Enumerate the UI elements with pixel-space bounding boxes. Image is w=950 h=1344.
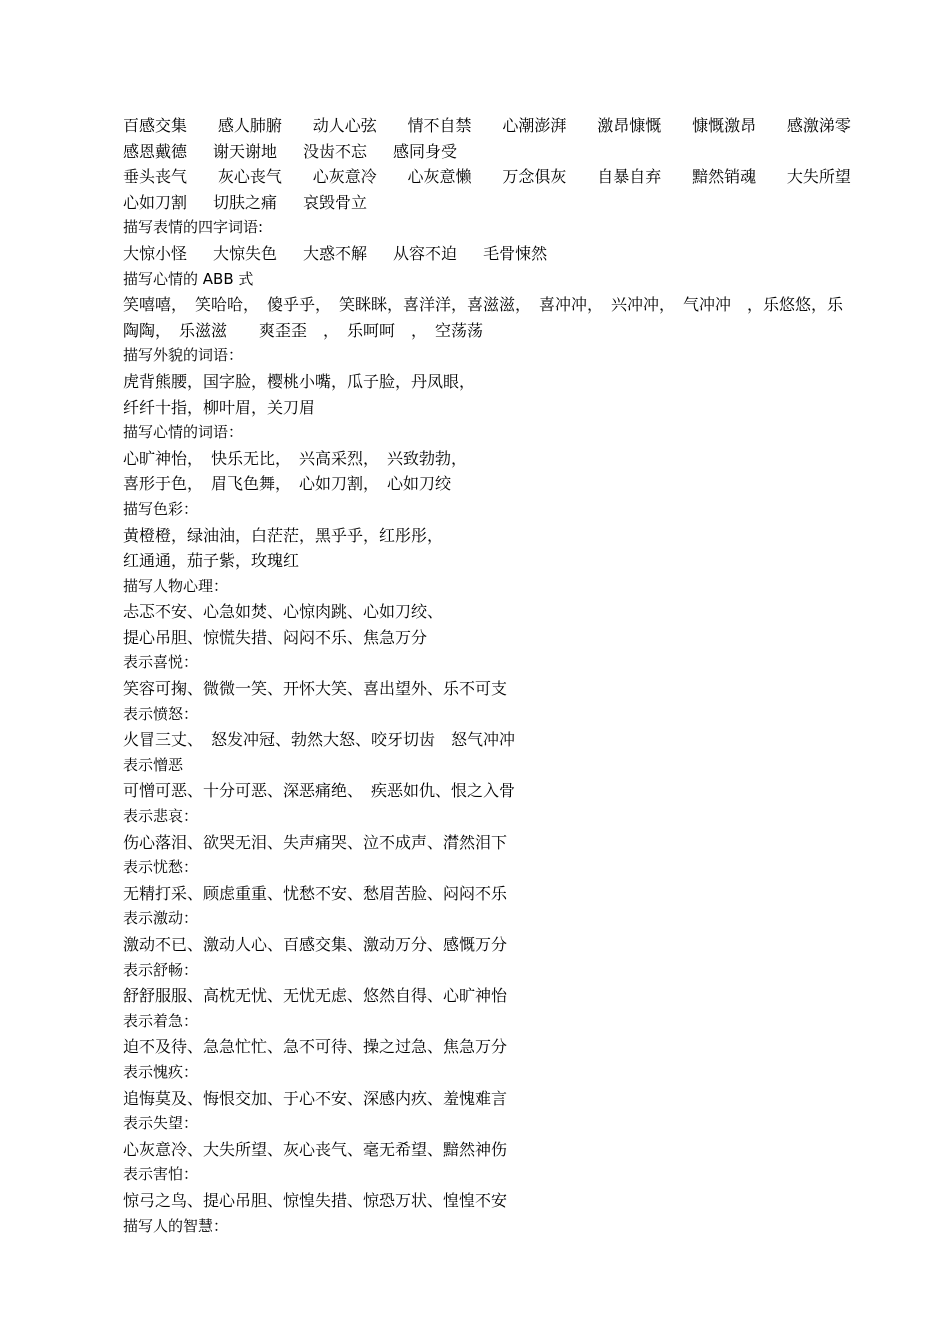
word-row-3 [123,164,851,190]
text-line: 追悔莫及、悔恨交加、于心不安、深感内疚、羞愧难言 [123,1088,508,1108]
text-line: 心旷神怡， 快乐无比， 兴高采烈， 兴致勃勃， [123,448,468,468]
word: 激昂慷慨 [597,116,662,135]
word: 心如刀割 [123,192,188,212]
word: 大惊小怪 [123,243,188,263]
word: 感激涕零 [786,116,851,135]
section-heading: 表示喜悦： [123,653,199,672]
section-heading: 表示忧愁： [123,858,199,877]
word: 情不自禁 [407,116,472,135]
word: 从容不迫 [393,243,458,263]
text-line: 可憎可恶、十分可恶、深恶痛绝、 疾恶如仇、恨之入骨 [123,781,516,801]
word: 感恩戴德 [123,141,188,161]
section-heading: 表示舒畅： [123,960,199,979]
word: 切肤之痛 [213,192,278,212]
text-line: 笑容可掬、微微一笑、开怀大笑、喜出望外、乐不可支 [123,679,508,699]
word: 大惑不解 [303,243,368,263]
word: 没齿不忘 [303,141,368,161]
section-heading: 描写人的智慧： [123,1216,229,1235]
word: 毛骨悚然 [483,243,548,263]
word: 心灰意冷 [312,167,377,187]
word: 大失所望 [786,167,851,187]
text-line: 笑嘻嘻， 笑哈哈， 傻乎乎， 笑眯眯，喜洋洋，喜滋滋， 喜冲冲， 兴冲冲， 气冲冲 ，乐悠悠，乐 [123,295,844,315]
section-heading: 表示害怕： [123,1165,199,1184]
text-line: 忐忑不安、心急如焚、心惊肉跳、心如刀绞、 [123,602,444,622]
text-line: 提心吊胆、惊慌失措、闷闷不乐、焦急万分 [123,627,428,647]
section-heading: 表示着急： [123,1011,199,1030]
text-line: 心灰意冷、大失所望、灰心丧气、毫无希望、黯然神伤 [123,1139,508,1159]
section-heading: 表示悲哀： [123,807,199,826]
text-line: 陶陶， 乐滋滋 爽歪歪 ， 乐呵呵 ， 空荡荡 [123,320,484,340]
section-heading: 表示激动： [123,909,199,928]
text-line: 红通通，茄子紫，玫瑰红 [123,551,300,571]
word: 慷慨激昂 [692,116,757,135]
word: 大惊失色 [213,243,278,263]
section-heading: 描写心情的 ABB 式 [123,269,254,288]
word: 心潮澎湃 [502,116,567,135]
word-row-4 [123,190,851,216]
word: 哀毁骨立 [303,192,368,212]
word: 心灰意懒 [407,167,472,187]
word: 自暴自弃 [597,167,662,187]
word: 黯然销魂 [692,167,757,187]
word: 垂头丧气 [123,167,188,187]
text-line: 喜形于色， 眉飞色舞， 心如刀割， 心如刀绞 [123,474,452,494]
section-heading: 描写人物心理： [123,576,229,595]
word: 感同身受 [393,141,458,161]
section-heading: 描写心情的词语： [123,423,244,442]
word: 灰心丧气 [217,167,282,187]
text-line: 无精打采、顾虑重重、忧愁不安、愁眉苦脸、闷闷不乐 [123,883,508,903]
text-line: 舒舒服服、高枕无忧、无忧无虑、悠然自得、心旷神怡 [123,986,508,1006]
word-row-2 [123,139,851,165]
section-heading: 表示愤怒： [123,704,199,723]
section-heading: 描写外貌的词语： [123,346,244,365]
text-line: 迫不及待、急急忙忙、急不可待、操之过急、焦急万分 [123,1037,508,1057]
section-heading: 表示失望： [123,1114,199,1133]
word: 感人肺腑 [217,116,282,135]
section-heading: 表示憎恶 [123,755,184,774]
word: 百感交集 [123,116,188,135]
text-line: 伤心落泪、欲哭无泪、失声痛哭、泣不成声、潸然泪下 [123,832,508,852]
text-line: 惊弓之鸟、提心吊胆、惊惶失措、惊恐万状、惶惶不安 [123,1190,508,1210]
word-row-expressions [123,241,851,267]
text-line: 激动不已、激动人心、百感交集、激动万分、感慨万分 [123,935,508,954]
word: 谢天谢地 [213,141,278,161]
word: 动人心弦 [312,116,377,135]
section-heading: 描写色彩： [123,499,199,518]
text-line: 虎背熊腰，国字脸，樱桃小嘴，瓜子脸，丹凤眼， [123,371,476,391]
text-line: 黄橙橙，绿油油，白茫茫，黑乎乎，红彤彤， [123,525,444,545]
section-heading: 描写表情的四字词语: [123,218,264,237]
document-content [123,113,851,1239]
word-row-1 [123,113,851,139]
text-line: 纤纤十指，柳叶眉，关刀眉 [123,397,316,417]
word: 万念俱灰 [502,167,567,187]
text-line: 火冒三丈、 怒发冲冠、勃然大怒、咬牙切齿 怒气冲冲 [123,730,516,750]
section-heading: 表示愧疚： [123,1062,199,1081]
